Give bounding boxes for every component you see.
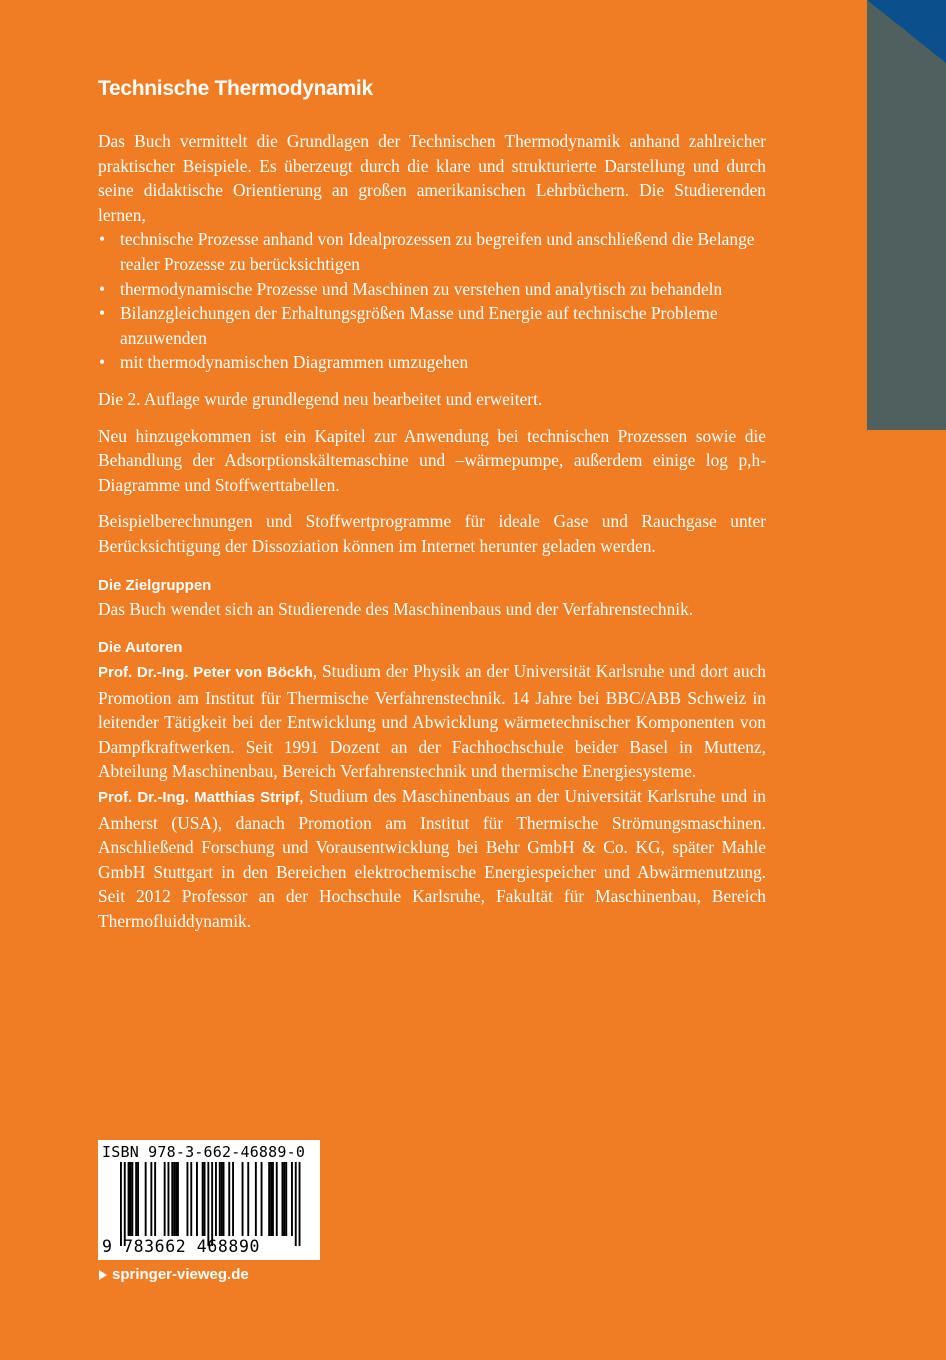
barcode-bar (242, 1162, 244, 1236)
learning-goals-list (98, 227, 766, 375)
barcode-bar (164, 1162, 166, 1236)
list-item: • Bilanzgleichungen der Erhaltungsgrößen Masse und Energie auf technische Probleme anzuwenden (99, 303, 718, 348)
bullet-icon: • (99, 229, 106, 250)
intro-paragraph: Das Buch vermittelt die Grundlagen der Technischen Thermodynamik anhand zahlreicher praktischer Beispiele. Es überzeugt durch die klare und strukturierte Darstellung und durch seine didaktische Orientierung an großen amerikanischen Lehrbüchern. Die Studierenden lernen, (98, 131, 766, 225)
barcode-bar (150, 1162, 152, 1236)
corner-color-band (867, 0, 946, 430)
target-group-text: Das Buch wendet sich an Studierende des Maschinenbaus und der Verfahrenstechnik. (98, 598, 694, 619)
barcode-bar (124, 1162, 126, 1246)
list-item: • thermodynamische Prozesse und Maschinen zu verstehen und analytisch zu behandeln (98, 277, 766, 302)
barcode-bar (202, 1162, 204, 1236)
barcode-bar (175, 1162, 177, 1236)
barcode-bar (268, 1162, 270, 1236)
target-group-section (98, 575, 766, 622)
barcode-bar (187, 1162, 189, 1236)
barcode-bar (282, 1162, 284, 1236)
barcode-bar (215, 1162, 217, 1236)
barcode-bar (171, 1162, 173, 1236)
isbn-label: ISBN 978-3-662-46889-0 (102, 1143, 306, 1161)
barcode-bar (255, 1162, 257, 1236)
barcode-bar (270, 1162, 272, 1236)
barcode-bar (135, 1162, 137, 1236)
barcode-bar (131, 1162, 133, 1236)
isbn-barcode (98, 1140, 320, 1260)
barcode-bar (221, 1162, 223, 1236)
author-name: Prof. Dr.-Ing. Peter von Böckh (98, 664, 313, 682)
author-name: Prof. Dr.-Ing. Matthias Stripf (98, 789, 300, 807)
barcode-bar (190, 1162, 192, 1236)
bullet-icon: • (99, 352, 106, 373)
barcode-bar (247, 1162, 249, 1236)
author-bio: Prof. Dr.-Ing. Matthias Stripf, Studium des Maschinenbaus an der Universität Karlsruhe und in Amherst (USA), danach Promotion am Institut für Thermische Strömungsmaschinen. Anschließend Forschung und Vorausentwicklung bei Behr GmbH & Co. KG, später Mahle GmbH Stuttgart in den Bereichen elektrochemische Energiespeicher und Abwärmenutzung. Seit 2012 Professor an der Hochschule Karlsruhe, Fakultät für Maschinenbau, Bereich Thermofluiddynamik. (98, 786, 766, 932)
barcode-bar (130, 1162, 132, 1236)
barcode-bar (299, 1162, 301, 1246)
barcode-bar (207, 1162, 209, 1246)
barcode-bar (120, 1162, 122, 1246)
barcode-bar (276, 1162, 278, 1236)
barcode-bar (228, 1162, 230, 1236)
barcode-bar (204, 1162, 206, 1236)
barcode-bar (295, 1162, 297, 1246)
barcode-bar (232, 1162, 234, 1236)
barcode-bar (285, 1162, 287, 1236)
barcode-bar (168, 1162, 170, 1236)
list-item: • mit thermodynamischen Diagrammen umzugehen (98, 350, 766, 375)
barcode-bar (272, 1162, 274, 1236)
back-cover-text (98, 74, 766, 934)
book-title: Technische Thermodynamik (98, 77, 373, 100)
barcode-bar (283, 1162, 285, 1236)
barcode-bar (154, 1162, 156, 1236)
arrow-right-icon (98, 1269, 108, 1281)
authors-heading: Die Autoren (98, 639, 183, 657)
barcode-bar (219, 1162, 221, 1236)
downloads-paragraph: Beispielberechnungen und Stoffwertprogramme für ideale Gase und Rauchgase unter Berücksichtigung der Dissoziation können im Internet herunter geladen werden. (98, 511, 766, 556)
authors-section (98, 637, 766, 934)
bullet-icon: • (99, 278, 106, 299)
barcode-bar (173, 1162, 175, 1236)
barcode-bar (211, 1162, 213, 1246)
barcode-bar (177, 1162, 179, 1236)
target-group-heading: Die Zielgruppen (98, 576, 212, 594)
publisher-website[interactable] (98, 1265, 249, 1285)
barcode-bar (145, 1162, 147, 1236)
barcode-bar (223, 1162, 225, 1236)
barcode-bar (128, 1162, 130, 1236)
corner-triangle-accent (867, 0, 946, 63)
edition-note: Die 2. Auflage wurde grundlegend neu bearbeitet und erweitert. (98, 388, 543, 409)
barcode-bar (196, 1162, 198, 1236)
barcode-bar (261, 1162, 263, 1236)
website-link[interactable]: springer-vieweg.de (112, 1266, 249, 1283)
bullet-icon: • (99, 303, 106, 324)
new-content-paragraph: Neu hinzugekommen ist ein Kapitel zur Anwendung bei technischen Prozessen sowie die Behandlung der Adsorptionskältemaschine und –wärmepumpe, außerdem einige log p,h-Diagramme und Stoffwerttabellen. (98, 425, 766, 495)
barcode-bar (291, 1162, 293, 1236)
list-item: • technische Prozesse anhand von Idealprozessen zu begreifen und anschließend die Belange realer Prozesse zu berücksichtigen (99, 229, 755, 274)
barcode-digits: 9 783662 468890 (102, 1237, 261, 1256)
barcode-bar (137, 1162, 139, 1236)
author-bio: Prof. Dr.-Ing. Peter von Böckh, Studium der Physik an der Universität Karlsruhe und dort auch Promotion am Institut für Thermische Verfahrenstechnik. 14 Jahre bei BBC/ABB Schweiz in leitender Tätigkeit bei der Entwicklung und Abwicklung wärmetechnischer Komponenten von Dampfkraftwerken. Seit 1991 Dozent an der Fachhochschule beider Basel in Muttenz, Abteilung Maschinenbau, Bereich Verfahrenstechnik und thermische Energiesysteme. (98, 661, 766, 782)
